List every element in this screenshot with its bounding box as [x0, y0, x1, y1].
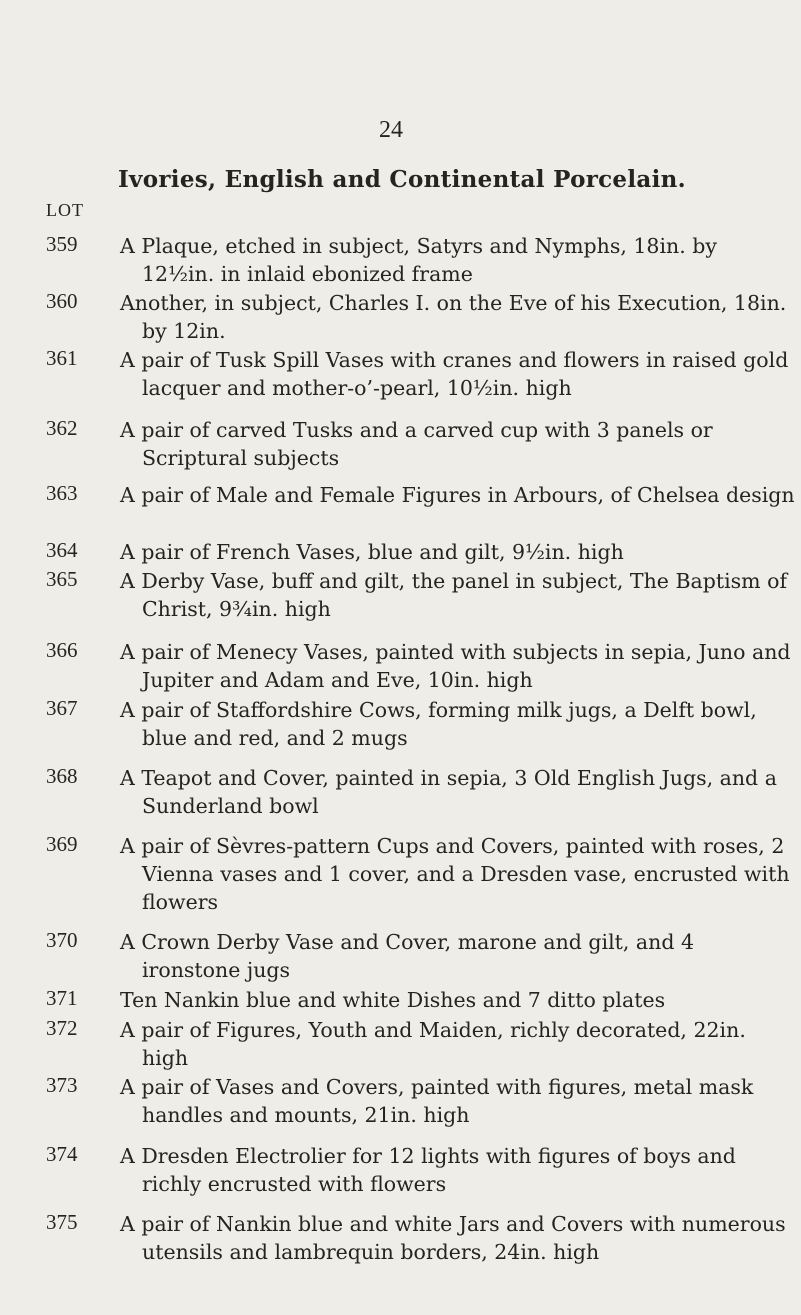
lot-number: 363	[46, 481, 78, 505]
lot-description: A Crown Derby Vase and Cover, marone and gilt, and 4 ironstone jugs	[120, 930, 695, 982]
lot-description: A pair of Figures, Youth and Maiden, richly decorated, 22in. high	[120, 1018, 746, 1070]
lot-description: A Derby Vase, buff and gilt, the panel in subject, The Baptism of Christ, 9¾in. high	[120, 569, 788, 621]
lot-description: A Dresden Electrolier for 12 lights with figures of boys and richly encrusted with flowers	[120, 1144, 736, 1196]
lot-number: 361	[46, 346, 78, 370]
lot-column-label: LOT	[46, 200, 84, 220]
lot-description: A pair of Male and Female Figures in Arbours, of Chelsea design	[120, 483, 795, 507]
lot-description: A pair of Nankin blue and white Jars and Covers with numerous utensils and lambrequin borders, 24in. high	[120, 1212, 786, 1264]
lot-number: 365	[46, 567, 78, 591]
lot-description: Another, in subject, Charles I. on the Eve of his Execution, 18in. by 12in.	[120, 291, 787, 343]
lot-number: 370	[46, 928, 78, 952]
section-heading: Ivories, English and Continental Porcelain.	[118, 166, 686, 193]
lot-number: 360	[46, 289, 78, 313]
lot-description: A Plaque, etched in subject, Satyrs and Nymphs, 18in. by 12½in. in inlaid ebonized frame	[120, 234, 717, 286]
lot-number: 362	[46, 416, 78, 440]
lot-number: 366	[46, 638, 78, 662]
lot-description: A pair of Staffordshire Cows, forming milk jugs, a Delft bowl, blue and red, and 2 mugs	[120, 698, 757, 750]
lot-number: 374	[46, 1142, 78, 1166]
lot-number: 368	[46, 764, 78, 788]
lot-number: 364	[46, 538, 78, 562]
lot-number: 367	[46, 696, 78, 720]
lot-description: A pair of Sèvres-pattern Cups and Covers, painted with roses, 2 Vienna vases and 1 cover, and a Dresden vase, encrusted with flowers	[120, 834, 790, 914]
lot-number: 373	[46, 1073, 78, 1097]
lot-description: Ten Nankin blue and white Dishes and 7 ditto plates	[120, 988, 666, 1012]
lot-number: 372	[46, 1016, 78, 1040]
lot-description: A Teapot and Cover, painted in sepia, 3 Old English Jugs, and a Sunderland bowl	[120, 766, 777, 818]
lot-description: A pair of Menecy Vases, painted with subjects in sepia, Juno and Jupiter and Adam and Eve, 10in. high	[120, 640, 791, 692]
lot-description: A pair of French Vases, blue and gilt, 9½in. high	[120, 540, 624, 564]
lot-number: 359	[46, 232, 78, 256]
lot-number: 375	[46, 1210, 78, 1234]
page-number: 24	[379, 117, 403, 143]
lot-number: 369	[46, 832, 78, 856]
lot-description: A pair of Tusk Spill Vases with cranes and flowers in raised gold lacquer and mother-o’-pearl, 10½in. high	[120, 348, 789, 400]
lot-description: A pair of Vases and Covers, painted with figures, metal mask handles and mounts, 21in. high	[120, 1075, 754, 1127]
lot-description: A pair of carved Tusks and a carved cup with 3 panels or Scriptural subjects	[120, 418, 713, 470]
lot-number: 371	[46, 986, 78, 1010]
